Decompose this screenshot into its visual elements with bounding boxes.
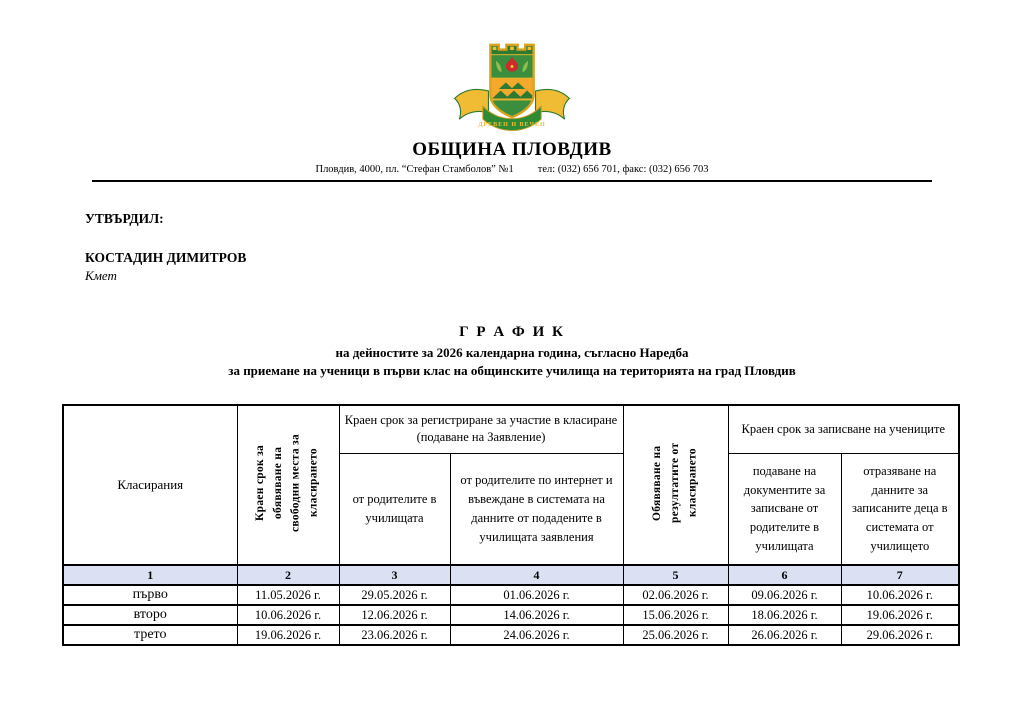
date-cell: 12.06.2026 г.	[339, 605, 450, 625]
date-cell: 09.06.2026 г.	[728, 585, 841, 605]
letterhead	[0, 0, 1024, 182]
header-free-places-cell	[237, 405, 339, 565]
date-cell: 10.06.2026 г.	[237, 605, 339, 625]
document-title	[0, 324, 1024, 379]
date-cell: 29.06.2026 г.	[841, 625, 959, 645]
approver-title: Кмет	[85, 268, 117, 283]
date-cell: 23.06.2026 г.	[339, 625, 450, 645]
ranking-name: първо	[63, 585, 237, 605]
date-cell: 26.06.2026 г.	[728, 625, 841, 645]
title-line-1: Г Р А Ф И К	[459, 324, 565, 340]
col-number: 7	[841, 565, 959, 585]
header-klasirania: Класирания	[63, 405, 237, 565]
table-row-first-ranking	[63, 585, 959, 605]
title-line-3: за приемане на ученици в първи клас на общинските училища на територията на град Пловдив	[228, 363, 796, 378]
date-cell: 02.06.2026 г.	[623, 585, 728, 605]
date-cell: 25.06.2026 г.	[623, 625, 728, 645]
ranking-name: второ	[63, 605, 237, 625]
address-text: Пловдив, 4000, пл. “Стефан Стамболов” №1	[315, 164, 514, 175]
approval-block	[85, 211, 1024, 284]
col-number: 4	[450, 565, 623, 585]
table-row-second-ranking	[63, 605, 959, 625]
header-group-registration: Краен срок за регистриране за участие в класиране (подаване на Заявление)	[339, 405, 623, 453]
header-results-cell	[623, 405, 728, 565]
date-cell: 15.06.2026 г.	[623, 605, 728, 625]
date-cell: 11.05.2026 г.	[237, 585, 339, 605]
header-reflect-data: отразяване на данните за записаните деца в системата от училището	[841, 453, 959, 565]
approved-label: УТВЪРДИЛ:	[85, 211, 164, 226]
date-cell: 01.06.2026 г.	[450, 585, 623, 605]
header-submit-documents: подаване на документите за записване от родителите в училищата	[728, 453, 841, 565]
col-number: 1	[63, 565, 237, 585]
col-number: 5	[623, 565, 728, 585]
address-line	[0, 164, 1024, 175]
table-row-third-ranking	[63, 625, 959, 645]
header-group-enrollment: Краен срок за записване на учениците	[728, 405, 959, 453]
approver-name: КОСТАДИН ДИМИТРОВ	[85, 250, 247, 265]
date-cell: 14.06.2026 г.	[450, 605, 623, 625]
date-cell: 29.05.2026 г.	[339, 585, 450, 605]
date-cell: 18.06.2026 г.	[728, 605, 841, 625]
date-cell: 19.06.2026 г.	[841, 605, 959, 625]
date-cell: 24.06.2026 г.	[450, 625, 623, 645]
date-cell: 10.06.2026 г.	[841, 585, 959, 605]
title-line-2: на дейностите за 2026 календарна година, съгласно Наредба	[335, 345, 689, 360]
phone-fax-text: тел: (032) 656 701, факс: (032) 656 703	[537, 164, 709, 175]
logo-motto: ДРЕВЕН И ВЕЧЕН	[478, 121, 546, 128]
col-number: 6	[728, 565, 841, 585]
header-divider	[92, 180, 932, 182]
col-number: 2	[237, 565, 339, 585]
column-number-row	[63, 565, 959, 585]
ranking-name: трето	[63, 625, 237, 645]
header-results-text: Обявяване на резултатите от класирането	[650, 442, 699, 524]
plovdiv-coat-of-arms-icon	[427, 42, 597, 138]
schedule-table	[62, 404, 960, 646]
date-cell: 19.06.2026 г.	[237, 625, 339, 645]
header-parents-internet: от родителите по интернет и въвеждане в системата на данните от подадените в училищата заявления	[450, 453, 623, 565]
header-parents-schools: от родителите в училищата	[339, 453, 450, 565]
header-free-places-text: Краен срок за обявяване на свободни места за класирането	[254, 434, 320, 533]
organization-name: ОБЩИНА ПЛОВДИВ	[412, 139, 612, 160]
col-number: 3	[339, 565, 450, 585]
